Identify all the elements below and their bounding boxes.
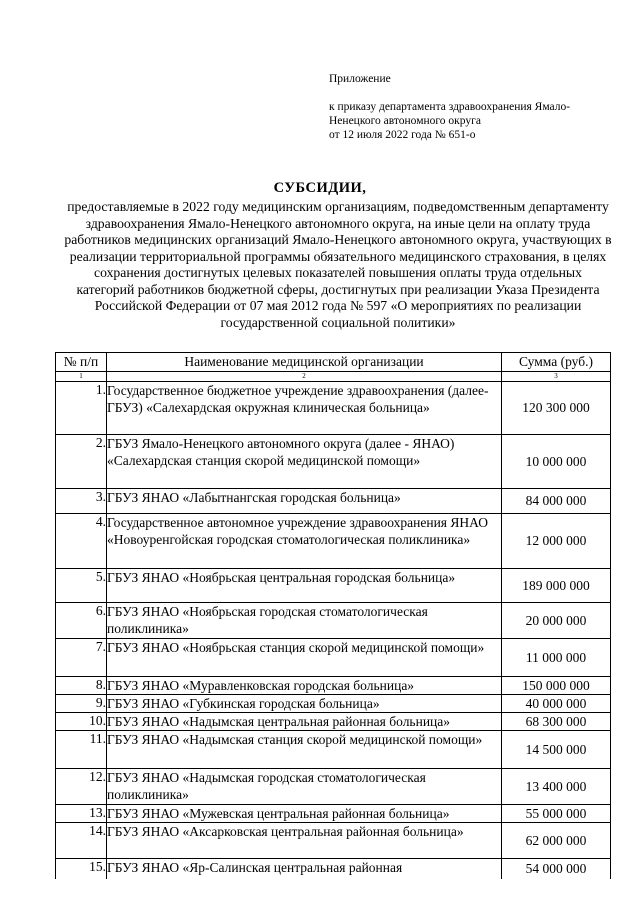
row-number: 5.: [56, 569, 107, 603]
table-row: [56, 859, 611, 879]
subsidy-amount: 54 000 000: [502, 859, 611, 879]
subsidy-amount: 12 000 000: [502, 514, 611, 569]
row-number: 10.: [56, 713, 107, 731]
row-number: 11.: [56, 731, 107, 769]
table-row: [56, 731, 611, 769]
subsidy-amount: 13 400 000: [502, 769, 611, 805]
organization-name: ГБУЗ ЯНАО «Ноябрьская городская стоматологическая поликлиника»: [107, 603, 502, 639]
subsidy-amount: 20 000 000: [502, 603, 611, 639]
organization-name: ГБУЗ ЯНАО «Надымская центральная районная больница»: [107, 713, 502, 731]
table-row: [56, 769, 611, 805]
organization-name: ГБУЗ ЯНАО «Губкинская городская больница»: [107, 695, 502, 713]
appendix-date-line: от 12 июля 2022 года № 651-о: [329, 129, 476, 141]
subsidy-amount: 120 300 000: [502, 382, 611, 435]
organization-name: ГБУЗ Ямало-Ненецкого автономного округа (далее - ЯНАО) «Салехардская станция скорой медицинской помощи»: [107, 435, 502, 489]
subsidy-amount: 62 000 000: [502, 823, 611, 859]
header-number: № п/п: [56, 353, 107, 372]
row-number: 12.: [56, 769, 107, 805]
subsidy-amount: 10 000 000: [502, 435, 611, 489]
row-number: 9.: [56, 695, 107, 713]
table-row: [56, 639, 611, 677]
table-header-row: [56, 353, 611, 372]
table-row: [56, 677, 611, 695]
table-row: [56, 603, 611, 639]
organization-name: ГБУЗ ЯНАО «Мужевская центральная районная больница»: [107, 805, 502, 823]
subsidies-table: [55, 352, 611, 879]
organization-name: ГБУЗ ЯНАО «Ноябрьская центральная городская больница»: [107, 569, 502, 603]
organization-name: Государственное бюджетное учреждение здравоохранения (далее-ГБУЗ) «Салехардская окружная клиническая больница»: [107, 382, 502, 435]
subsidy-amount: 84 000 000: [502, 489, 611, 514]
document-title: СУБСИДИИ,: [273, 180, 367, 196]
organization-name: ГБУЗ ЯНАО «Надымская городская стоматологическая поликлиника»: [107, 769, 502, 805]
table-row: [56, 489, 611, 514]
table-row: [56, 569, 611, 603]
row-number: 3.: [56, 489, 107, 514]
organization-name: ГБУЗ ЯНАО «Яр-Салинская центральная районная: [107, 859, 502, 879]
appendix-region-line: Ненецкого автономного округа: [329, 115, 481, 127]
subsidy-amount: 40 000 000: [502, 695, 611, 713]
row-number: 4.: [56, 514, 107, 569]
column-number: 1: [56, 372, 107, 382]
subsidy-amount: 14 500 000: [502, 731, 611, 769]
appendix-block: [329, 72, 629, 142]
row-number: 8.: [56, 677, 107, 695]
table-row: [56, 823, 611, 859]
row-number: 14.: [56, 823, 107, 859]
table-row: [56, 435, 611, 489]
appendix-spacer: [329, 86, 629, 100]
column-number: 3: [502, 372, 611, 382]
subsidy-amount: 189 000 000: [502, 569, 611, 603]
row-number: 13.: [56, 805, 107, 823]
row-number: 15.: [56, 859, 107, 879]
organization-name: ГБУЗ ЯНАО «Лабытнангская городская больница»: [107, 489, 502, 514]
row-number: 7.: [56, 639, 107, 677]
organization-name: Государственное автономное учреждение здравоохранения ЯНАО «Новоуренгойская городская стоматологическая поликлиника»: [107, 514, 502, 569]
table-row: [56, 514, 611, 569]
organization-name: ГБУЗ ЯНАО «Муравленковская городская больница»: [107, 677, 502, 695]
organization-name: ГБУЗ ЯНАО «Надымская станция скорой медицинской помощи»: [107, 731, 502, 769]
document-subtitle: предоставляемые в 2022 году медицинским организациям, подведомственным департаменту здравоохранения Ямало-Ненецкого автономного округа, на иные цели на оплату труда работников медицинских организаций Ямало-Ненецкого автономного округа, участвующих в реализации территориальной программы обязательного медицинского страхования, в целях сохранения достигнутых целевых показателей повышения оплаты труда отдельных категорий работников бюджетной сферы, достигнутых при реализации Указа Президента Российской Федерации от 07 мая 2012 года № 597 «О мероприятиях по реализации государственной социальной политики»: [64, 199, 612, 330]
subsidy-amount: 68 300 000: [502, 713, 611, 731]
header-amount: Сумма (руб.): [502, 353, 611, 372]
table-row: [56, 713, 611, 731]
column-number-row: [56, 372, 611, 382]
subsidy-amount: 150 000 000: [502, 677, 611, 695]
column-number: 2: [107, 372, 502, 382]
header-organization: Наименование медицинской организации: [107, 353, 502, 372]
appendix-order-line: к приказу департамента здравоохранения Ямало-: [329, 101, 571, 113]
subsidy-amount: 55 000 000: [502, 805, 611, 823]
organization-name: ГБУЗ ЯНАО «Аксарковская центральная районная больница»: [107, 823, 502, 859]
table-row: [56, 382, 611, 435]
table-row: [56, 695, 611, 713]
organization-name: ГБУЗ ЯНАО «Ноябрьская станция скорой медицинской помощи»: [107, 639, 502, 677]
row-number: 2.: [56, 435, 107, 489]
row-number: 1.: [56, 382, 107, 435]
appendix-label: Приложение: [329, 73, 391, 85]
table-row: [56, 805, 611, 823]
subsidy-amount: 11 000 000: [502, 639, 611, 677]
row-number: 6.: [56, 603, 107, 639]
